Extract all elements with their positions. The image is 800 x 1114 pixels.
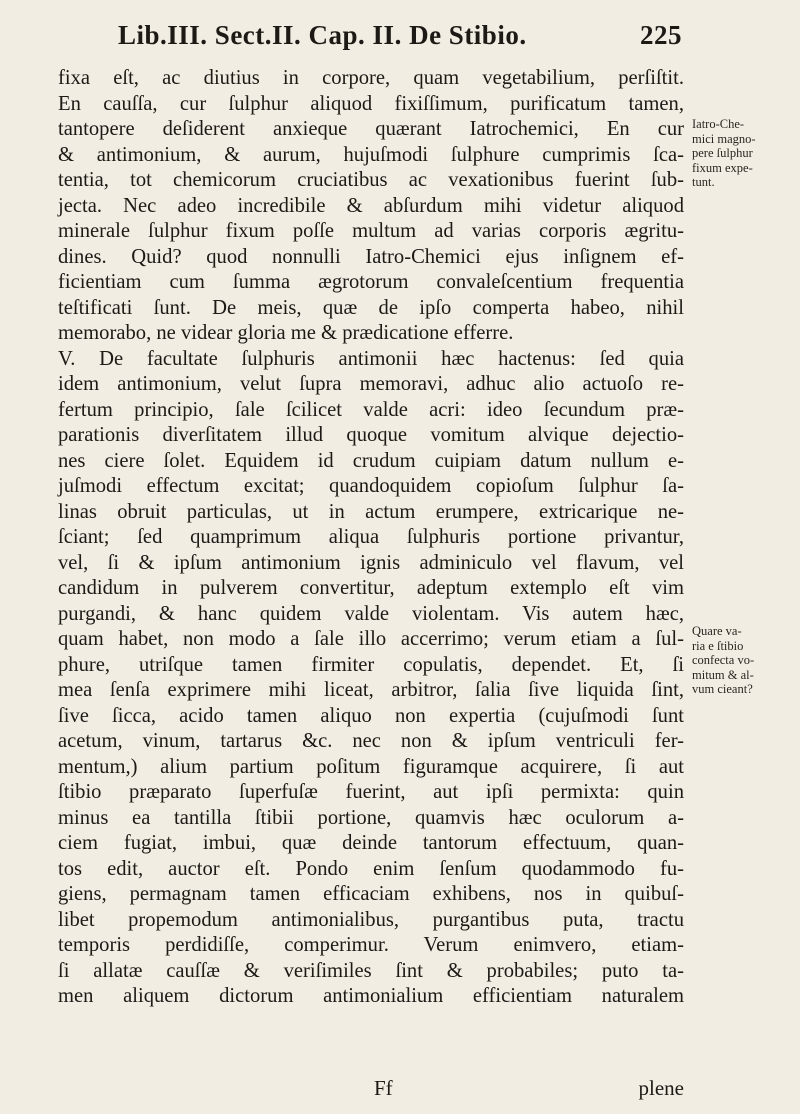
running-title: Lib.III. Sect.II. Cap. II. De Stibio. [118, 20, 527, 50]
page-number: 225 [640, 20, 682, 50]
page-header [118, 20, 682, 60]
text-line: juſmodi effectum excitat; quandoquidem copioſum ſulphur ſa- [58, 475, 684, 497]
marginal-note-line: mitum & al- [692, 667, 754, 682]
text-line: En cauſſa, cur ſulphur aliquod fixiſſimum, purificatum tamen, [58, 92, 684, 115]
marginal-note-quare [692, 624, 800, 697]
text-line: minus ea tantilla ſtibii portione, quamvis hæc oculorum a- [58, 806, 684, 829]
text-line: mea ſenſa exprimere mihi liceat, arbitror, ſalia ſive liquida ſint, [58, 679, 684, 701]
text-line: ſi allatæ cauſſæ & veriſimiles ſint & probabiles; puto ta- [58, 959, 684, 982]
text-line: libet propemodum antimonialibus, purgantibus puta, tractu [58, 908, 684, 931]
marginal-note-line: Quare va- [692, 624, 742, 638]
text-line: tos edit, auctor eſt. Pondo enim ſenſum quodammodo fu- [58, 857, 684, 880]
text-line: idem antimonium, velut ſupra memoravi, adhuc alio actuoſo re- [58, 373, 684, 395]
marginal-note-line: mici magno- [692, 131, 756, 146]
text-line: mentum,) alium partium poſitum figuramque acquirere, ſi aut [58, 755, 684, 778]
text-line: nes ciere ſolet. Equidem id crudum cuipiam datum nullum e- [58, 449, 684, 472]
text-line: fixa eſt, ac diutius in corpore, quam vegetabilium, perſiſtit. [58, 67, 684, 89]
text-line: ſive ſicca, acido tamen aliquo non expertia (cujuſmodi ſunt [58, 704, 684, 727]
text-line: giens, permagnam tamen efficaciam exhibens, nos in quibuſ- [58, 883, 684, 905]
text-line: phure, utriſque tamen firmiter copulatis, dependet. Et, ſi [58, 653, 684, 676]
text-line: tentia, tot chemicorum cruciatibus ac vexationibus fuerint ſub- [58, 169, 684, 191]
text-line: memorabo, ne videar gloria me & prædicatione efferre. [58, 322, 514, 344]
signature-mark: Ff [374, 1076, 393, 1100]
text-line: candidum in pulverem convertitur, adeptum extemplo eſt vim [58, 577, 684, 599]
text-line: ficientiam cum ſumma ægrotorum convaleſcentium frequentia [58, 271, 684, 293]
text-line: quam habet, non modo a ſale illo accerrimo; verum etiam a ſul- [58, 628, 684, 650]
text-line: men aliquem dictorum antimonialium efficientiam naturalem [58, 985, 684, 1007]
text-line: temporis perdidiſſe, comperimur. Verum enimvero, etiam- [58, 934, 684, 956]
marginal-note-iatrochemici [692, 117, 800, 190]
page-footer [58, 1076, 684, 1104]
marginal-note-line: confecta vo- [692, 653, 755, 667]
text-line: & antimonium, & aurum, hujuſmodi ſulphure cumprimis ſca- [58, 143, 684, 166]
text-line: dines. Quid? quod nonnulli Iatro-Chemici ejus inſignem ef- [58, 245, 684, 268]
text-line: teſtificati ſunt. De meis, quæ de ipſo comperta habeo, nihil [58, 296, 684, 319]
marginal-note-line: tunt. [692, 175, 715, 189]
text-line: fertum principio, ſale ſcilicet valde acri: ideo ſecundum præ- [58, 398, 684, 421]
text-line: ciem fugiat, imbui, quæ deinde tantorum effectuum, quan- [58, 832, 684, 854]
text-line: V. De facultate ſulphuris antimonii hæc hactenus: ſed quia [58, 347, 684, 370]
marginal-note-line: pere ſulphur [692, 146, 753, 160]
text-line: acetum, vinum, tartarus &c. nec non & ipſum ventriculi fer- [58, 730, 684, 752]
catchword: plene [638, 1076, 684, 1100]
text-line: purgandi, & hanc quidem valde violentam. Vis autem hæc, [58, 602, 684, 625]
marginal-note-line: ria e ſtibio [692, 638, 744, 653]
text-line: vel, ſi & ipſum antimonium ignis adminiculo vel flavum, vel [58, 551, 684, 574]
marginal-note-line: vum cieant? [692, 682, 753, 696]
text-line: linas obruit particulas, ut in actum erumpere, extricarique ne- [58, 500, 684, 523]
marginal-note-line: fixum expe- [692, 160, 753, 175]
body-text [58, 66, 684, 1010]
text-line: jecta. Nec adeo incredibile & abſurdum mihi videtur aliquod [58, 194, 684, 217]
text-line: minerale ſulphur fixum poſſe multum ad varias corporis ægritu- [58, 220, 684, 242]
text-line: ſtibio præparato ſuperfuſæ fuerint, aut ipſi permixta: quin [58, 781, 684, 803]
text-line: tantopere deſiderent anxieque quærant Iatrochemici, En cur [58, 118, 684, 140]
marginal-note-line: Iatro-Che- [692, 117, 745, 131]
text-line: parationis diverſitatem illud quoque vomitum alvique dejectio- [58, 424, 684, 446]
text-line: ſciant; ſed quamprimum aliqua ſulphuris portione privantur, [58, 526, 684, 548]
